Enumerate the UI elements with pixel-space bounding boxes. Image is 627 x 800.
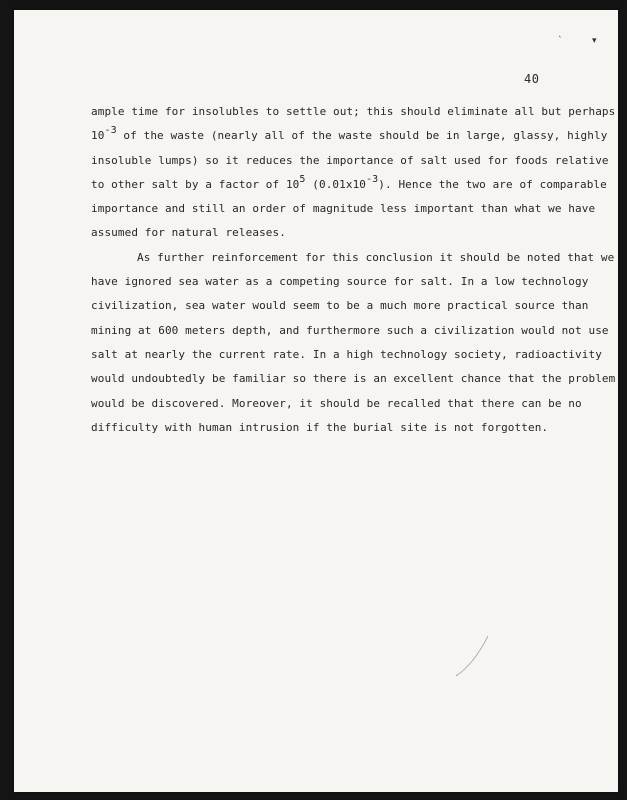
corner-mark-left: ˋ xyxy=(558,36,563,46)
text-line: assumed for natural releases. xyxy=(91,226,286,240)
page-number: 40 xyxy=(524,72,540,86)
text-line: would be discovered. Moreover, it should be recalled that there can be no xyxy=(91,396,582,410)
text-line: difficulty with human intrusion if the burial site is not forgotten. xyxy=(91,420,549,434)
text-line: insoluble lumps) so it reduces the importance of salt used for foods relative xyxy=(91,153,609,167)
text-line: have ignored sea water as a competing source for salt. In a low technology xyxy=(91,275,589,289)
superscript: -3 xyxy=(366,173,379,185)
paragraph-start-line: As further reinforcement for this conclusion it should be noted that we xyxy=(137,250,615,264)
text-line: mining at 600 meters depth, and furthermore such a civilization would not use xyxy=(91,323,609,337)
text-line: $10^{-3}$ of the waste (nearly all of the waste should be in large, glassy, highly xyxy=(91,125,608,143)
text-line: would undoubtedly be familiar so there is an excellent chance that the problem xyxy=(91,372,616,386)
text-line: civilization, sea water would seem to be a much more practical source than xyxy=(91,299,589,313)
document-page xyxy=(14,10,618,792)
text-line: importance and still an order of magnitude less important than what we have xyxy=(91,202,596,216)
text-line: salt at nearly the current rate. In a high technology society, radioactivity xyxy=(91,347,602,361)
text-line: ample time for insolubles to settle out; this should eliminate all but perhaps xyxy=(91,105,616,118)
pencil-stroke-mark xyxy=(454,630,494,680)
text-line: to other salt by a factor of $10^5$ $(0.01x10^{-3})$. Hence the two are of comparable xyxy=(91,173,607,191)
body-text xyxy=(91,100,616,440)
superscript: 5 xyxy=(299,173,306,185)
superscript: -3 xyxy=(104,125,117,137)
corner-mark-right: ▾ xyxy=(592,36,597,46)
